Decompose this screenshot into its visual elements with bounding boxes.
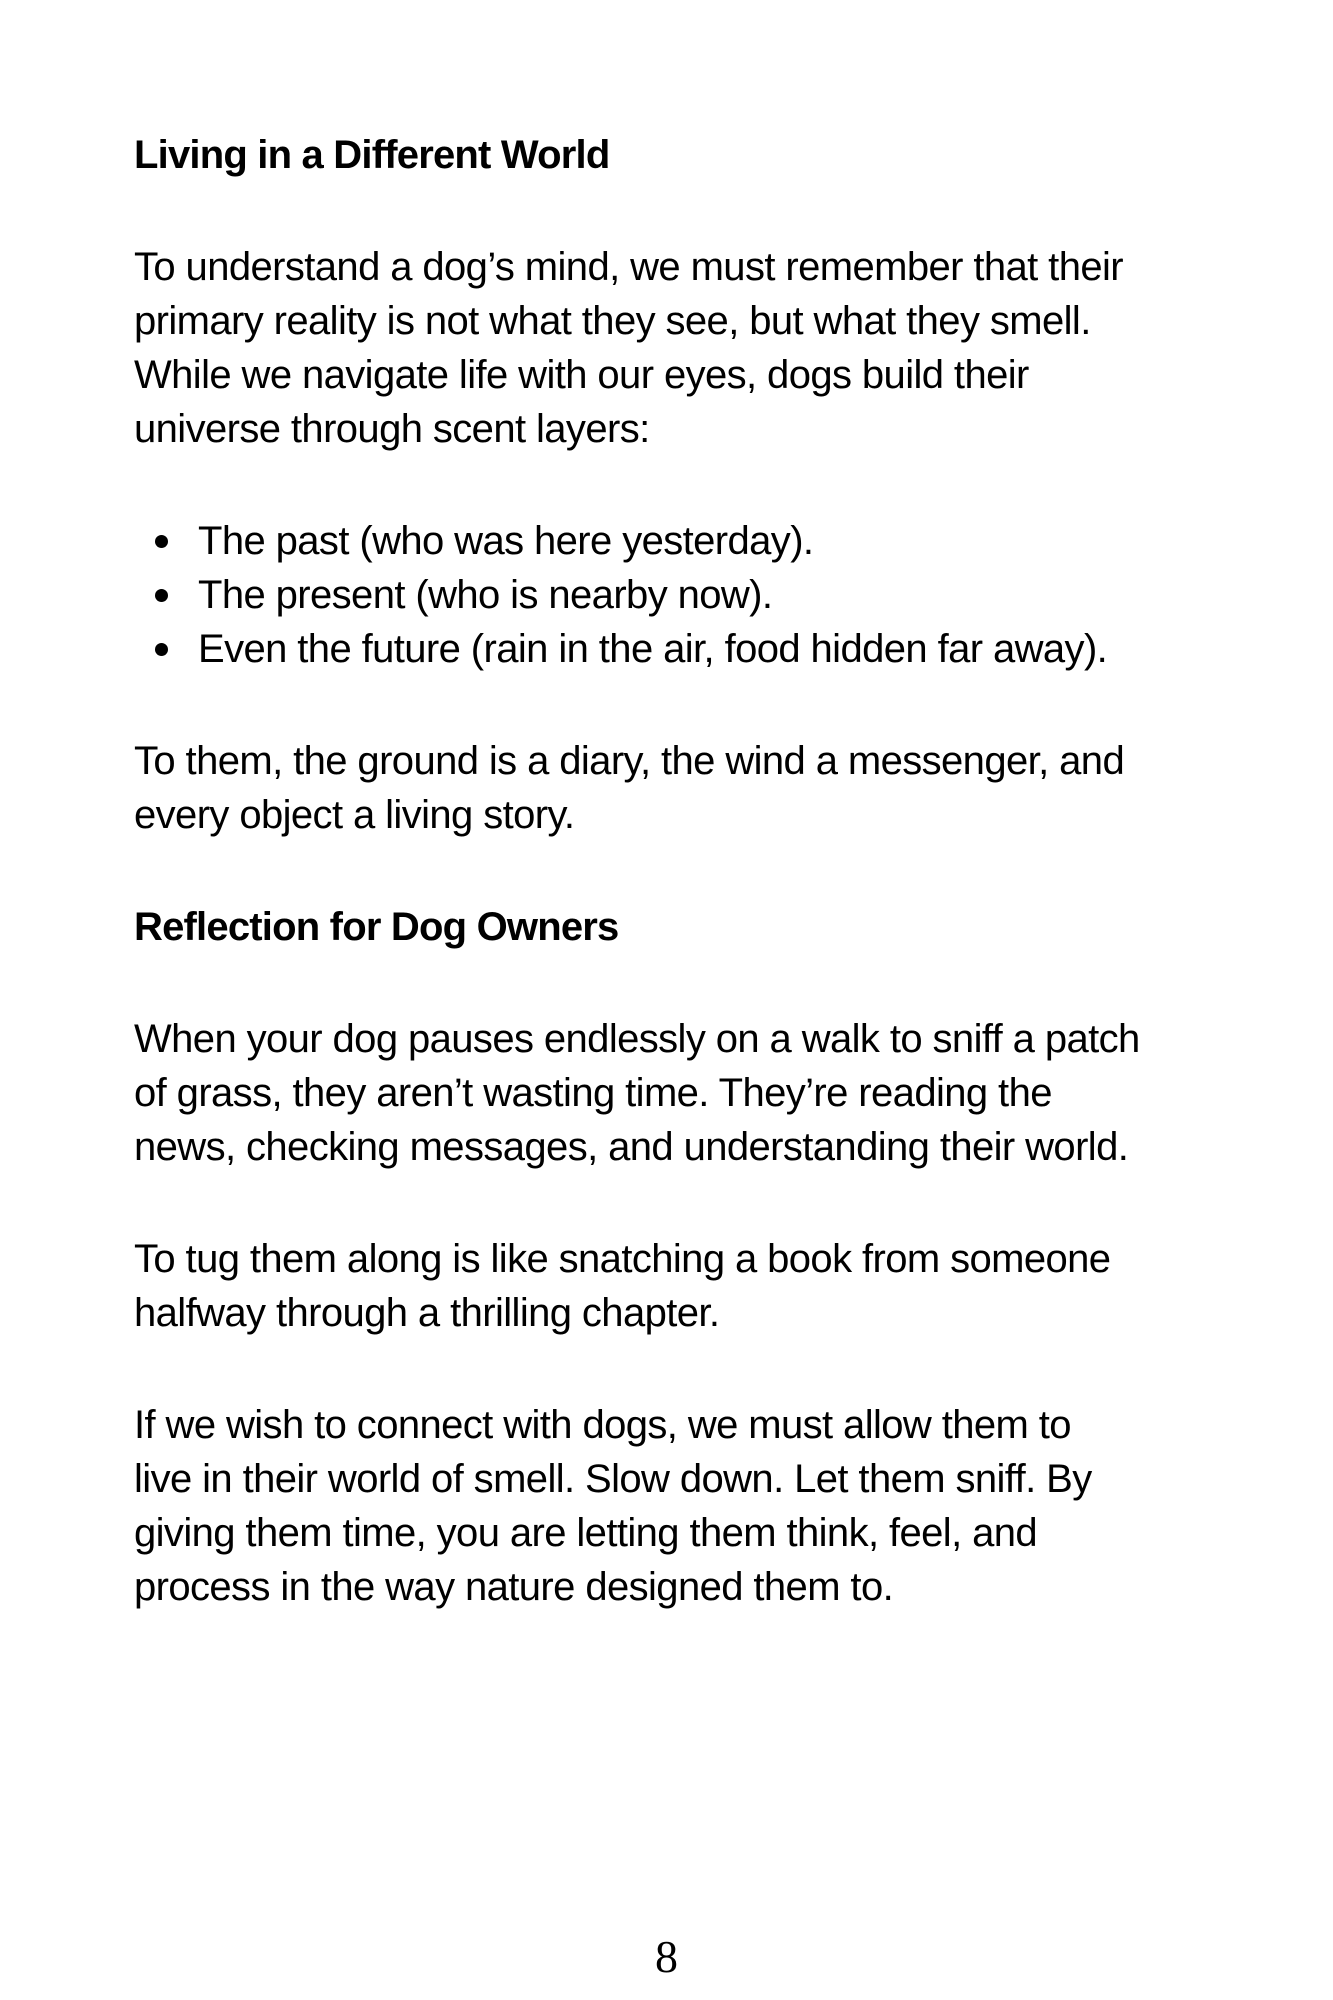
text-line: live in their world of smell. Slow down. Let them sniff. By xyxy=(134,1457,1092,1501)
paragraph-scent-intro xyxy=(134,240,1213,456)
list-item-text: The past (who was here yesterday). xyxy=(198,519,814,563)
paragraph-ground-diary xyxy=(134,734,1213,842)
list-item-text: Even the future (rain in the air, food hidden far away). xyxy=(198,627,1108,671)
section-heading-living-world: Living in a Different World xyxy=(134,133,610,177)
text-line: halfway through a thrilling chapter. xyxy=(134,1291,720,1335)
paragraph-dog-pauses xyxy=(134,1012,1213,1174)
text-line: To tug them along is like snatching a book from someone xyxy=(134,1237,1111,1281)
text-line: If we wish to connect with dogs, we must allow them to xyxy=(134,1403,1071,1447)
page-footer xyxy=(0,1930,1333,1984)
text-line: universe through scent layers: xyxy=(134,407,650,451)
list-item xyxy=(134,622,1213,676)
list-item xyxy=(134,568,1213,622)
text-line: To them, the ground is a diary, the wind a messenger, and xyxy=(134,739,1125,783)
text-line: primary reality is not what they see, but what they smell. xyxy=(134,299,1091,343)
bullet-icon xyxy=(155,589,168,602)
section-heading-reflection: Reflection for Dog Owners xyxy=(134,905,619,949)
page-number: 8 xyxy=(655,1931,678,1982)
paragraph-connect-with-dogs xyxy=(134,1398,1213,1614)
text-line: When your dog pauses endlessly on a walk to sniff a patch xyxy=(134,1017,1140,1061)
text-line: While we navigate life with our eyes, dogs build their xyxy=(134,353,1029,397)
scent-layers-list xyxy=(134,514,1213,676)
bullet-icon xyxy=(155,643,168,656)
text-line: giving them time, you are letting them think, feel, and xyxy=(134,1511,1038,1555)
text-line: process in the way nature designed them to. xyxy=(134,1565,894,1609)
page-content xyxy=(134,128,1213,1672)
text-line: every object a living story. xyxy=(134,793,575,837)
text-line: news, checking messages, and understanding their world. xyxy=(134,1125,1129,1169)
paragraph-tug-along xyxy=(134,1232,1213,1340)
text-line: of grass, they aren’t wasting time. They’re reading the xyxy=(134,1071,1052,1115)
bullet-icon xyxy=(155,535,168,548)
list-item-text: The present (who is nearby now). xyxy=(198,573,773,617)
list-item xyxy=(134,514,1213,568)
text-line: To understand a dog’s mind, we must remember that their xyxy=(134,245,1123,289)
